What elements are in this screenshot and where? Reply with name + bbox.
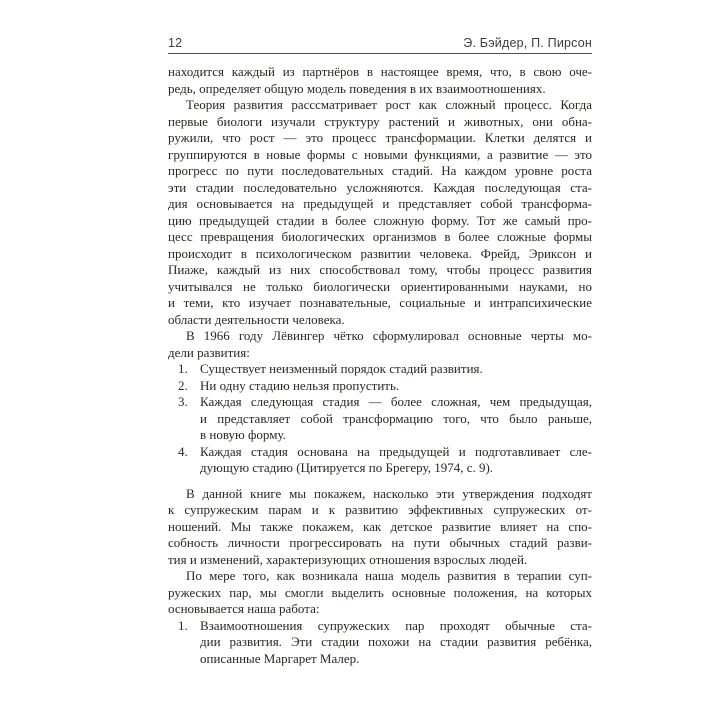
text-line: Пиаже, каждый из них способствовал тому, чтобы процесс развития [168,262,592,277]
text-line: находится каждый из партнёров в настоящее время, что, в свою оче- [168,64,592,79]
text-line: редь, определяет общую модель поведения в их взаимоотношениях. [168,80,546,96]
page-body [168,64,592,667]
text-line: цесс превращения биологических организмов в более сложные формы [168,229,592,244]
text-line: Существует неизменный порядок стадий развития. [200,361,483,376]
text-line: ношений. Мы также покажем, как детское развитие влияет на спо- [168,518,592,534]
text-line: и представляет собой трансформацию того, что было раньше, [200,410,592,426]
text-line: эти стадии последовательно усложняются. Каждая последующая ста- [168,179,592,195]
text-line: в новую форму. [200,427,286,442]
list-item-number: 4. [178,443,188,459]
numbered-list-item [168,444,592,477]
text-line: дели развития: [168,344,250,360]
text-line: дующую стадию (Цитируется по Брегеру, 1974, с. 9). [200,460,494,475]
list-item-number: 3. [178,394,188,409]
paragraph [168,568,592,618]
text-line: дия основывается на предыдущей и представляет собой трансформа- [168,196,592,211]
text-line: ружили, что рост — это процесс трансформации. Клетки делятся и [168,130,592,145]
text-line: Взаимоотношения супружеских пар проходят обычные ста- [200,617,592,633]
vertical-spacer [168,477,592,486]
text-line: первые биологи изучали структуру растений и животных, они обна- [168,113,592,129]
text-line: области деятельности человека. [168,311,345,327]
text-line: описанные Маргарет Малер. [200,650,360,666]
numbered-list-item [168,361,592,378]
text-line: учитывался не только биологически ориентированными науками, но [168,278,592,294]
text-line: В 1966 году Лёвингер чётко сформулировал основные черты мо- [186,328,592,343]
text-line: Каждая следующая стадия — более сложная, чем предыдущая, [200,394,592,409]
text-line: собность личности прогрессировать на пути обычных стадий разви- [168,535,592,550]
list-item-number: 2. [178,377,188,393]
paragraph [168,328,592,361]
paragraph [168,486,592,569]
text-line: группируются в новые формы с новыми функциями, а развитие — это [168,146,592,162]
list-item-number: 1. [178,361,188,376]
text-line: цию предыдущей стадии в более сложную форму. Тот же самый про- [168,212,592,228]
paragraph [168,97,592,328]
text-line: происходит в психологическом развитии человека. Фрейд, Эриксон и [168,245,592,261]
text-line: и теми, кто изучает познавательные, социальные и интрапсихические [168,295,592,310]
paragraph [168,64,592,97]
numbered-list-item [168,378,592,395]
header-rule [168,53,592,54]
text-line: тия и изменений, характеризующих отношения взрослых людей. [168,551,528,567]
text-line: Ни одну стадию нельзя пропустить. [200,377,400,393]
text-line: к супружеским парам и к развитию эффективных супружеских от- [168,502,592,517]
numbered-list-item [168,394,592,444]
text-line: прогресс по пути последовательных стадий. На каждом уровне роста [168,163,592,178]
text-line: Теория развития расссматривает рост как сложный процесс. Когда [186,97,592,112]
page-number: 12 [168,36,183,50]
text-line: основывается наша работа: [168,601,320,616]
page-content-area [168,36,592,667]
running-header [168,36,592,50]
numbered-list-item [168,618,592,668]
text-line: По мере того, как возникала наша модель развития в терапии суп- [186,568,592,583]
list-item-number: 1. [178,617,188,633]
text-line: В данной книге мы покажем, насколько эти утверждения подходят [186,485,592,501]
running-head-authors: Э. Бэйдер, П. Пирсон [463,36,592,50]
text-line: Каждая стадия основана на предыдущей и подготавливает сле- [200,443,592,459]
text-line: дии развития. Эти стадии похожи на стадии развития ребёнка, [200,634,592,649]
text-line: ружеских пар, мы смогли выделить основные положения, на которых [168,584,592,600]
